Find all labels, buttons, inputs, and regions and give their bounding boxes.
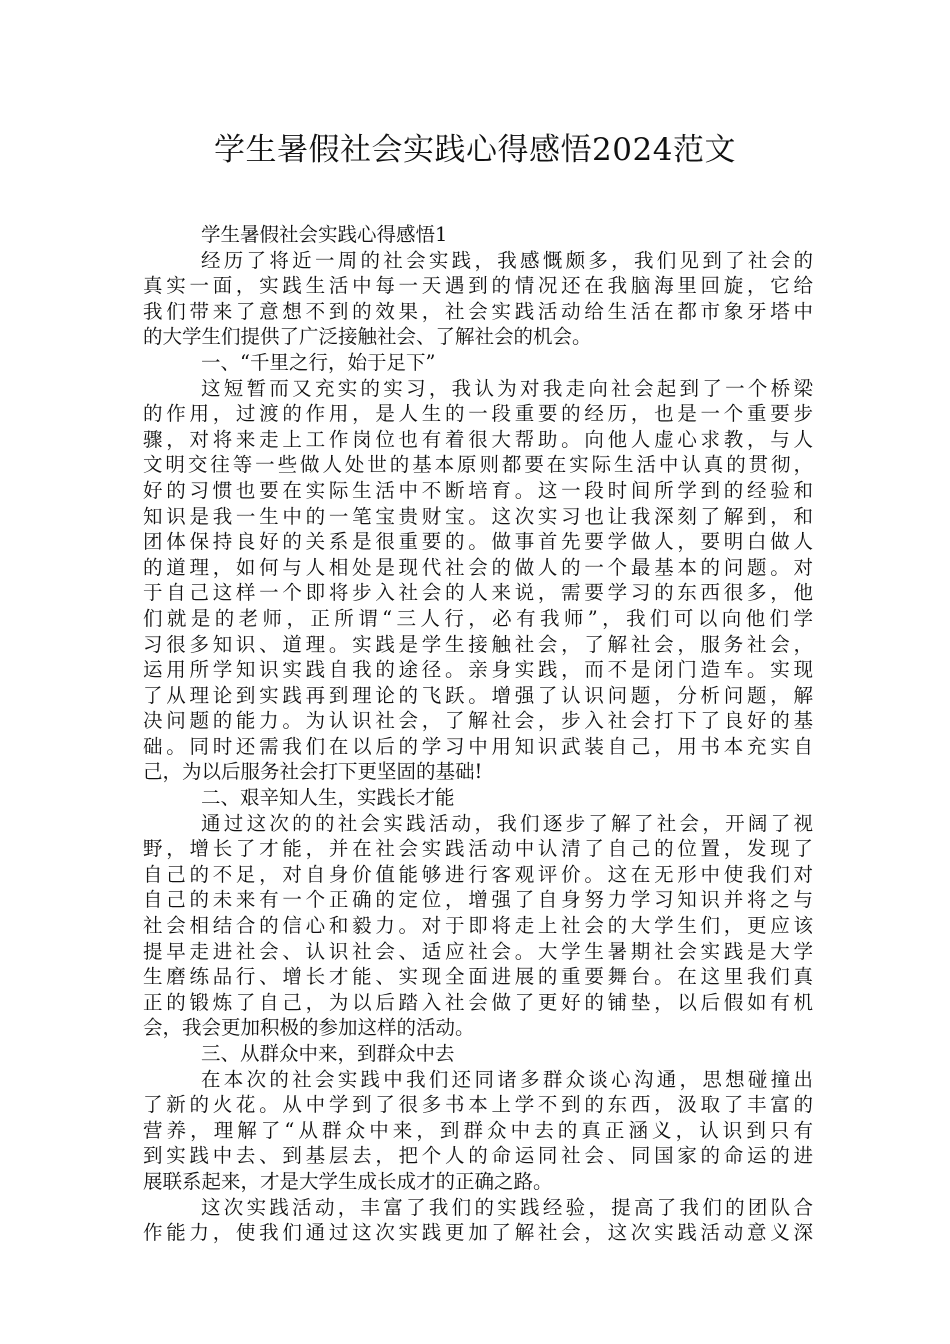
text-line: 学生暑假社会实践心得感悟1 <box>201 223 448 246</box>
text-line: 习很多知识、道理。实践是学生接触社会，了解社会，服务社会， <box>143 632 813 656</box>
text-line: 们就是的老师，正所谓“三人行，必有我师”，我们可以向他们学 <box>143 606 813 630</box>
text-line: 础。同时还需我们在以后的学习中用知识武装自己，用书本充实自 <box>143 734 813 758</box>
text-line: 野，增长了才能，并在社会实践活动中认清了自己的位置，发现了 <box>143 837 813 861</box>
document-title: 学生暑假社会实践心得感悟2024范文 <box>214 132 736 168</box>
text-line: 作能力，使我们通过这次实践更加了解社会，这次实践活动意义深 <box>143 1221 813 1245</box>
text-line: 文明交往等一些做人处世的基本原则都要在实际生活中认真的贯彻， <box>143 453 813 477</box>
text-line: 二、艰辛知人生，实践长才能 <box>201 786 455 810</box>
text-line: 会，我会更加积极的参加这样的活动。 <box>143 1016 475 1040</box>
text-line: 于自己这样一个即将步入社会的人来说，需要学习的东西很多，他 <box>143 581 813 605</box>
text-line: 正的锻炼了自己，为以后踏入社会做了更好的铺垫，以后假如有机 <box>143 990 813 1014</box>
text-line: 骤，对将来走上工作岗位也有着很大帮助。向他人虚心求教，与人 <box>143 427 813 451</box>
text-line: 的大学生们提供了广泛接触社会、了解社会的机会。 <box>143 325 592 349</box>
text-line: 的作用，过渡的作用，是人生的一段重要的经历，也是一个重要步 <box>143 402 813 426</box>
text-line: 运用所学知识实践自我的途径。亲身实践，而不是闭门造车。实现 <box>143 658 813 682</box>
document-body <box>143 222 813 1246</box>
text-line: 一、“千里之行，始于足下” <box>201 350 436 374</box>
text-line: 的道理，如何与人相处是现代社会的做人的一个最基本的问题。对 <box>143 555 813 579</box>
text-line: 在本次的社会实践中我们还同诸多群众谈心沟通，思想碰撞出 <box>201 1067 813 1091</box>
text-line: 社会相结合的信心和毅力。对于即将走上社会的大学生们，更应该 <box>143 914 813 938</box>
text-line: 展联系起来，才是大学生成长成才的正确之路。 <box>143 1169 553 1193</box>
text-line: 了从理论到实践再到理论的飞跃。增强了认识问题，分析问题，解 <box>143 683 813 707</box>
text-line: 己，为以后服务社会打下更坚固的基础! <box>143 760 483 784</box>
text-line: 这次实践活动，丰富了我们的实践经验，提高了我们的团队合 <box>201 1195 813 1219</box>
text-line: 提早走进社会、认识社会、适应社会。大学生暑期社会实践是大学 <box>143 939 813 963</box>
text-line: 知识是我一生中的一笔宝贵财宝。这次实习也让我深刻了解到，和 <box>143 504 813 528</box>
text-line: 营养，理解了“从群众中来，到群众中去的真正涵义，认识到只有 <box>143 1118 813 1142</box>
text-line: 了新的火花。从中学到了很多书本上学不到的东西，汲取了丰富的 <box>143 1093 813 1117</box>
text-line: 好的习惯也要在实际生活中不断培育。这一段时间所学到的经验和 <box>143 478 813 502</box>
text-line: 经历了将近一周的社会实践，我感慨颇多，我们见到了社会的 <box>201 248 813 272</box>
text-line: 通过这次的的社会实践活动，我们逐步了解了社会，开阔了视 <box>201 811 813 835</box>
text-line: 生磨练品行、增长才能、实现全面进展的重要舞台。在这里我们真 <box>143 965 813 989</box>
text-line: 这短暂而又充实的实习，我认为对我走向社会起到了一个桥梁 <box>201 376 813 400</box>
text-line: 决问题的能力。为认识社会，了解社会，步入社会打下了良好的基 <box>143 709 813 733</box>
text-line: 自己的未来有一个正确的定位，增强了自身努力学习知识并将之与 <box>143 888 813 912</box>
text-line: 团体保持良好的关系是很重要的。做事首先要学做人，要明白做人 <box>143 530 813 554</box>
text-line: 真实一面，实践生活中每一天遇到的情况还在我脑海里回旋，它给 <box>143 274 813 298</box>
text-line: 自己的不足，对自身价值能够进行客观评价。这在无形中使我们对 <box>143 862 813 886</box>
text-line: 三、从群众中来，到群众中去 <box>201 1042 455 1065</box>
text-line: 到实践中去、到基层去，把个人的命运同社会、同国家的命运的进 <box>143 1144 813 1168</box>
text-line: 我们带来了意想不到的效果，社会实践活动给生活在都市象牙塔中 <box>143 299 813 323</box>
